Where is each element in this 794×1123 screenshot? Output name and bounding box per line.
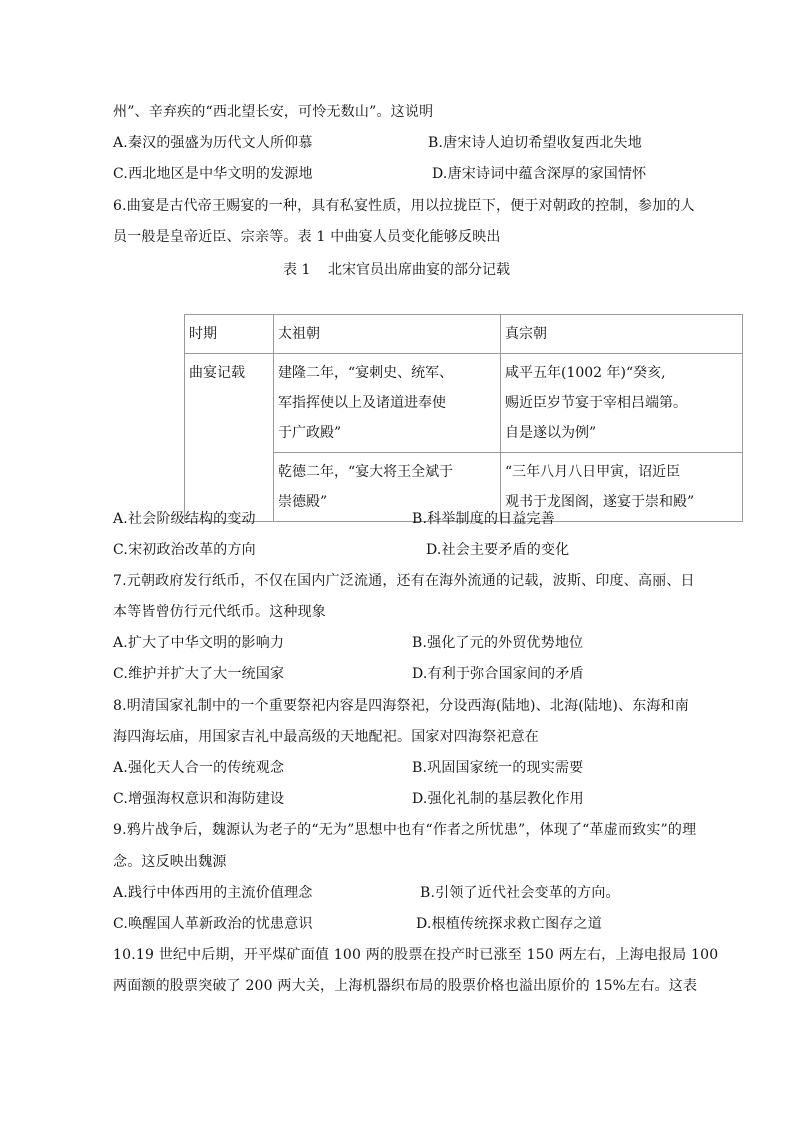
option-b: B.巩固国家统一的现实需要 [412, 760, 584, 776]
question-10-stem: 10.19 世纪中后期，开平煤矿面值 100 两的股票在投产时已涨至 150 两左右，上海电报局 100 [113, 947, 719, 963]
option-b: B.科举制度的日益完善 [412, 511, 555, 527]
option-a: A.践行中体西用的主流价值理念 [113, 885, 313, 901]
question-6-stem-cont: 员一般是皇帝近臣、宗亲等。表 1 中曲宴人员变化能够反映出 [113, 229, 501, 245]
cell-line: “三年八月八日甲寅，诏近臣 [505, 464, 681, 480]
question-10-stem-cont: 两面额的股票突破了 200 两大关，上海机器织布局的股票价格也溢出原价的 15%左右。这表 [113, 978, 698, 994]
question-9-stem: 9.鸦片战争后，魏源认为老子的“无为”思想中也有“作者之所忧患”，体现了“革虚而致实”的理 [113, 822, 697, 838]
cell-line: 咸平五年(1002 年)“癸亥, [505, 365, 666, 381]
option-c: C.宋初政治改革的方向 [113, 542, 256, 558]
table-header-cell: 真宗朝 [501, 315, 743, 354]
cell-line: 赐近臣岁节宴于宰相吕端第。 [505, 395, 687, 411]
option-b: B.引领了近代社会变革的方向。 [420, 885, 620, 901]
option-c: C.增强海权意识和海防建设 [113, 791, 285, 807]
table-caption-title: 北宋官员出席曲宴的部分记载 [328, 262, 510, 278]
option-d: D.强化礼制的基层教化作用 [412, 791, 584, 807]
text-line: 州”、辛弃疾的“西北望长安，可怜无数山”。这说明 [113, 104, 434, 120]
option-d: D.有利于弥合国家间的矛盾 [412, 666, 584, 682]
table-header-row [185, 315, 743, 354]
question-6-stem: 6.曲宴是古代帝王赐宴的一种，具有私宴性质，用以拉拢臣下，便于对朝政的控制，参加的人 [113, 198, 695, 214]
option-a: A.扩大了中华文明的影响力 [113, 635, 285, 651]
option-c: C.维护并扩大了大一统国家 [113, 666, 285, 682]
table-cell [274, 354, 501, 453]
table-row-label: 曲宴记载 [185, 354, 274, 522]
option-a: A.强化天人合一的传统观念 [113, 760, 285, 776]
table-caption-number: 表 1 [283, 262, 311, 278]
cell-line: 自是遂以为例” [505, 425, 597, 441]
cell-line: 乾德二年，“宴大将王全斌于 [278, 464, 454, 480]
table-header-cell: 时期 [185, 315, 274, 354]
data-table [184, 314, 743, 522]
table-row [185, 354, 743, 453]
option-d: D.唐宋诗词中蕴含深厚的家国情怀 [432, 166, 647, 182]
question-7-stem: 7.元朝政府发行纸币，不仅在国内广泛流通，还有在海外流通的记载，波斯、印度、高丽、日 [113, 573, 695, 589]
option-d: D.社会主要矛盾的变化 [426, 542, 570, 558]
cell-line: 于广政殿” [278, 425, 342, 441]
cell-line: 建隆二年，“宴刺史、统军、 [278, 365, 454, 381]
question-8-stem-cont: 海四海坛庙，用国家吉礼中最高级的天地配祀。国家对四海祭祀意在 [113, 729, 539, 745]
cell-line: 军指挥使以上及诸道进奉使 [278, 395, 446, 411]
option-d: D.根植传统探求救亡图存之道 [416, 916, 602, 932]
table-header-cell: 太祖朝 [274, 315, 501, 354]
option-a: A.秦汉的强盛为历代文人所仰慕 [113, 135, 313, 151]
option-c: C.西北地区是中华文明的发源地 [113, 166, 313, 182]
option-b: B.强化了元的外贸优势地位 [412, 635, 584, 651]
table-cell [501, 354, 743, 453]
cell-line: 观书于龙图阁，遂宴于崇和殿” [505, 494, 695, 510]
question-8-stem: 8.明清国家礼制中的一个重要祭祀内容是四海祭祀，分设西海(陆地)、北海(陆地)、东海和南 [113, 698, 690, 714]
option-b: B.唐宋诗人迫切希望收复西北失地 [428, 135, 642, 151]
question-7-stem-cont: 本等皆曾仿行元代纸币。这种现象 [113, 604, 326, 620]
option-a: A.社会阶级结构的变动 [113, 511, 256, 527]
option-c: C.唤醒国人革新政治的忧患意识 [113, 916, 313, 932]
cell-line: 崇德殿” [278, 494, 328, 510]
question-9-stem-cont: 念。这反映出魏源 [113, 854, 227, 870]
